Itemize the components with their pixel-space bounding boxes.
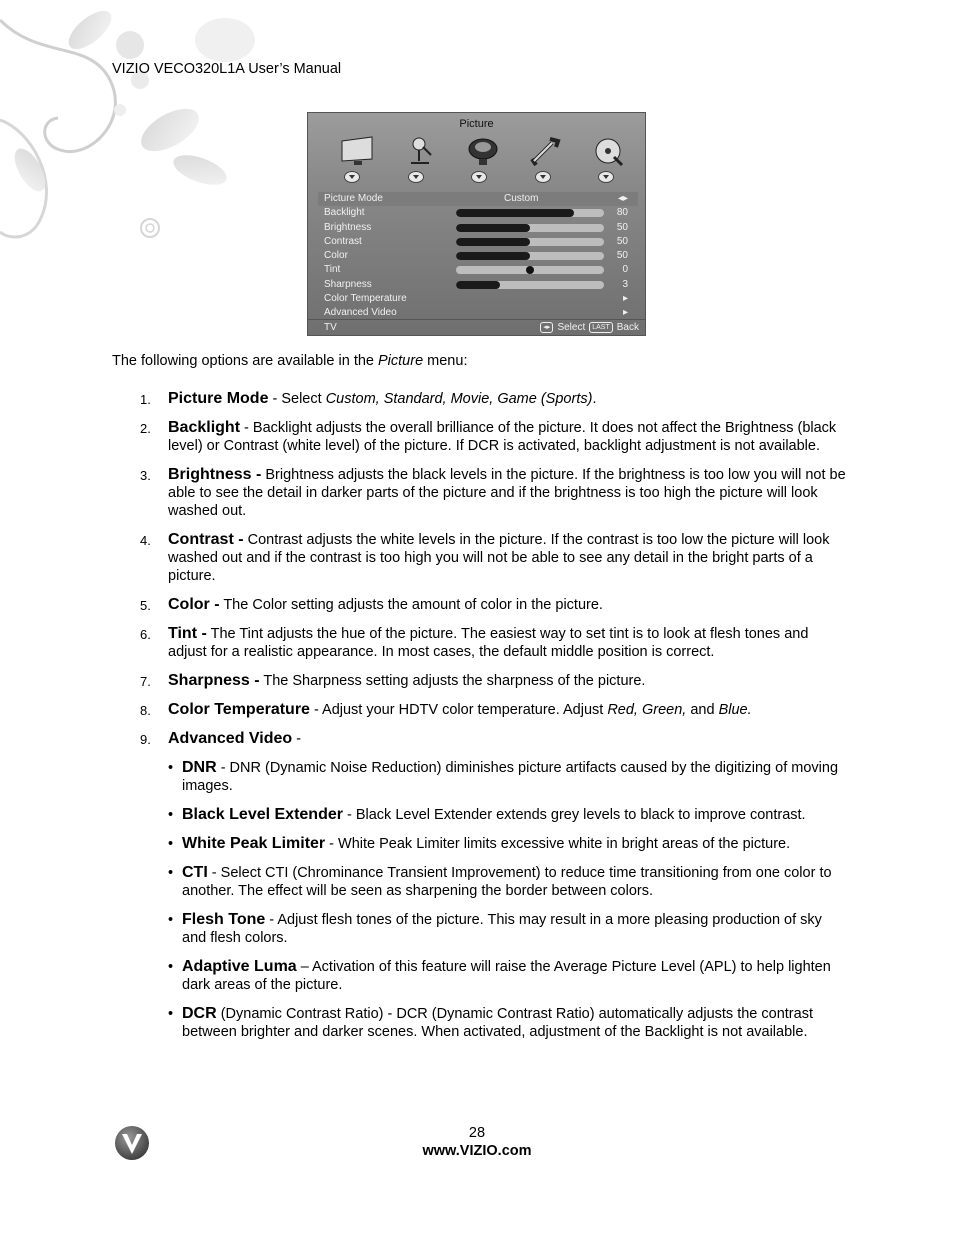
tv-menu-row-label: Picture Mode [324,193,383,204]
list-item-separator: - Adjust your HDTV color temperature. Adjust [309,702,608,718]
decorative-swirl [0,0,260,270]
tv-menu-slider [456,224,604,232]
slider-knob [526,266,534,274]
list-item-text: Backlight adjusts the overall brilliance of the picture. It does not affect the Brightness (black level) or Contrast (white level) of the picture. If DCR is activated, backlight adjustment is not available. [168,420,837,454]
tv-menu-row-setting: 80 [616,207,628,219]
tv-menu-row-label: Color Temperature [324,293,407,305]
sublist-item [168,835,850,853]
select-key-icon: ◂▸ [540,322,553,333]
list-item-text: The Color setting adjusts the amount of color in the picture. [223,597,603,613]
tv-menu-row-setting: 50 [616,250,628,262]
list-item [140,625,850,661]
list-item-term: Color Temperature [168,701,310,718]
select-label: Select [557,322,586,333]
cd-icon [588,135,628,167]
tv-menu-slider [456,266,604,274]
bullet-icon: • [168,807,174,823]
back-label: Back [616,322,639,333]
bullet-icon: • [168,836,174,852]
slider-fill [456,238,530,246]
advanced-video-sublist [168,759,850,1041]
tv-menu-row [318,235,638,249]
tv-menu-arrow-row [344,171,614,183]
slider-fill [456,224,530,232]
list-item [140,672,850,690]
tv-menu-title: Picture [459,118,494,130]
list-item-text: . [592,391,597,407]
satellite-dish-icon [463,135,503,167]
tv-menu-rows [318,192,638,321]
tv-menu-slider [456,252,604,260]
sublist-item [168,911,850,947]
sublist-item [168,1005,850,1041]
sublist-item-term: DCR [182,1005,217,1022]
list-item-number: 8. [140,703,151,718]
down-arrow-icon [408,171,424,183]
list-item-term: Sharpness - [168,672,260,689]
down-arrow-icon [535,171,551,183]
tv-menu-row-label: Tint [324,264,341,276]
intro-paragraph [112,353,467,369]
sublist-item-term: Black Level Extender [182,806,343,823]
sublist-item-text: - Black Level Extender extends grey levels to black to improve contrast. [342,807,806,823]
sublist-item-text: - Select CTI (Chrominance Transient Improvement) to reduce time transitioning from one color to another. The effect will be seen as sharpening the border between colors. [182,865,832,899]
tv-menu-row [318,263,638,277]
tv-menu-slider [456,209,604,217]
wrench-icon [526,135,566,167]
down-arrow-icon [471,171,487,183]
tv-menu-slider [456,281,604,289]
tv-menu-row-setting: 3 [622,278,628,290]
tv-menu-row-setting: 50 [616,221,628,233]
bullet-icon: • [168,1006,174,1022]
tv-menu-icon-row [338,135,628,170]
list-item-term: Backlight [168,419,241,436]
document-header-title: VIZIO VECO320L1A User’s Manual [112,61,342,77]
list-item-separator: - Select [268,391,326,407]
list-item-term: Advanced Video [168,730,293,747]
bullet-icon: • [168,912,174,928]
list-item-text: and [686,702,719,718]
tv-source-label: TV [324,322,337,333]
list-item-text: Contrast adjusts the white levels in the picture. If the contrast is too low the picture will look washed out and if the contrast is too high you will not be able to see any detail in the bright parts of a picture. [168,532,830,584]
down-arrow-icon [344,171,360,183]
tv-menu-row [318,249,638,263]
tv-menu-row [318,206,638,220]
sublist-item [168,806,850,824]
tv-menu-row-label: Advanced Video [324,307,397,319]
sublist-item-term: Flesh Tone [182,911,266,928]
list-item [140,419,850,455]
tv-menu-row-setting: ▸ [622,293,628,305]
intro-menu-name: Picture [378,353,424,369]
list-item-number: 7. [140,674,151,689]
intro-text-end: menu: [423,353,468,369]
tv-menu-row-label: Backlight [324,207,365,219]
tv-menu-row-label: Sharpness [324,278,372,290]
sublist-item-term: DNR [182,759,217,776]
tv-icon [338,135,378,167]
tv-picture-menu-screenshot [307,112,646,336]
tv-menu-row-setting: ◂▸ [617,193,628,204]
sublist-item-text: - White Peak Limiter limits excessive white in bright areas of the picture. [325,836,791,852]
last-key-icon: LAST [589,322,613,333]
list-item [140,596,850,614]
tv-menu-row-setting: ▸ [622,307,628,319]
tv-menu-row-label: Brightness [324,221,372,233]
footer-url: www.VIZIO.com [422,1143,532,1159]
list-item-term: Picture Mode [168,390,269,407]
bullet-icon: • [168,760,174,776]
bullet-icon: • [168,959,174,975]
tv-menu-slider [456,238,604,246]
bullet-icon: • [168,865,174,881]
list-item-emphasis: Custom, Standard, Movie, Game (Sports) [325,391,593,407]
sublist-item-text: – Activation of this feature will raise the Average Picture Level (APL) to help lighten dark areas of the picture. [182,959,831,993]
list-item-separator: - [292,731,302,747]
slider-fill [456,209,574,217]
tv-menu-row [318,192,638,206]
sublist-item-text: (Dynamic Contrast Ratio) - DCR (Dynamic Contrast Ratio) automatically adjusts the contrast between brighter and darker scenes. When activated, adjustment of the Backlight is not available. [182,1006,813,1040]
list-item-emphasis: Blue. [718,702,752,718]
list-item-term: Contrast - [168,531,244,548]
intro-text: The following options are available in the [112,353,378,369]
sublist-item [168,864,850,900]
list-item-text: Brightness adjusts the black levels in the picture. If the brightness is too low you will not be able to see the detail in darker parts of the picture and if the brightness is too high the picture will look washed out. [168,467,846,519]
tv-menu-footer [308,319,645,335]
page-number: 28 [468,1125,486,1141]
sublist-item-text: - Adjust flesh tones of the picture. This may result in a more pleasing production of sky and flesh colors. [182,912,822,946]
microphone-icon [401,135,441,167]
list-item-number: 6. [140,627,151,642]
sublist-item-term: Adaptive Luma [182,958,297,975]
sublist-item-term: White Peak Limiter [182,835,326,852]
list-item-emphasis: Red, Green, [607,702,687,718]
tv-menu-row-setting: 50 [616,235,628,247]
tv-menu-row [318,292,638,306]
slider-fill [456,252,530,260]
slider-fill [456,281,500,289]
list-item-text: The Tint adjusts the hue of the picture. The easiest way to set tint is to look at flesh tones and adjust for a realistic appearance. In most cases, the default middle position is correct. [168,626,809,660]
list-item-term: Brightness - [168,466,262,483]
list-item [140,466,850,520]
list-item [140,531,850,585]
list-item-number: 3. [140,468,151,483]
options-list [140,390,850,1052]
sublist-item-term: CTI [182,864,208,881]
sublist-item-text: - DNR (Dynamic Noise Reduction) diminishes picture artifacts caused by the digitizing of moving images. [182,760,839,794]
list-item-number: 2. [140,421,151,436]
list-item [140,701,850,719]
tv-menu-row-value: Custom [504,193,539,204]
list-item-number: 4. [140,533,151,548]
list-item-term: Tint - [168,625,207,642]
list-item-number: 5. [140,598,151,613]
list-item [140,730,850,1041]
down-arrow-icon [598,171,614,183]
list-item-text: The Sharpness setting adjusts the sharpness of the picture. [263,673,646,689]
list-item-number: 9. [140,732,151,747]
list-item-number: 1. [140,392,151,407]
list-item [140,390,850,408]
tv-menu-row-setting: 0 [622,264,628,276]
list-item-separator: - [240,420,253,436]
list-item-term: Color - [168,596,220,613]
tv-menu-row-label: Color [324,250,348,262]
tv-menu-row-label: Contrast [324,235,362,247]
tv-menu-row [318,221,638,235]
tv-menu-row [318,278,638,292]
sublist-item [168,958,850,994]
sublist-item [168,759,850,795]
